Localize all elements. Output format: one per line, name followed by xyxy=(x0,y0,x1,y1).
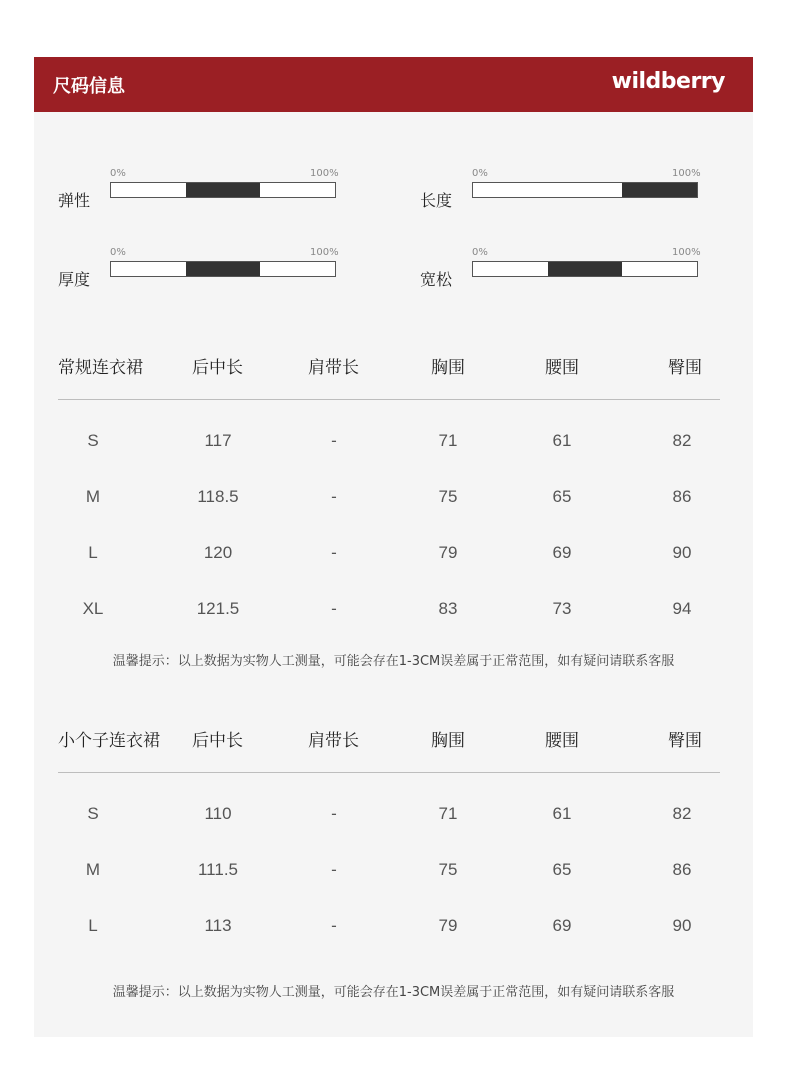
column-header: 常规连衣裙 xyxy=(58,358,143,378)
table-cell: 75 xyxy=(438,860,458,879)
table-cell: 120 xyxy=(203,543,233,562)
column-header: 胸围 xyxy=(431,731,465,751)
table-cell: 71 xyxy=(438,431,458,450)
column-header: 后中长 xyxy=(192,731,243,751)
gauge-fill xyxy=(186,183,261,197)
divider xyxy=(58,772,720,773)
gauge-fill xyxy=(186,262,261,276)
measurement-note: 温馨提示：以上数据为实物人工测量，可能会存在1-3CM误差属于正常范围，如有疑问请联系客服 xyxy=(112,985,675,1000)
table-cell: 111.5 xyxy=(197,860,239,879)
gauge-min-label: 0% xyxy=(110,168,126,179)
table-cell: 90 xyxy=(672,916,692,935)
table-cell: 71 xyxy=(438,804,458,823)
measurement-note: 温馨提示：以上数据为实物人工测量，可能会存在1-3CM误差属于正常范围，如有疑问请联系客服 xyxy=(112,654,675,669)
size-cell: L xyxy=(88,916,98,935)
table-cell: 82 xyxy=(672,804,692,823)
column-header: 小个子连衣裙 xyxy=(58,731,160,751)
column-header: 臀围 xyxy=(668,358,702,378)
table-cell: 86 xyxy=(672,487,692,506)
size-info-card xyxy=(34,57,753,1037)
table-cell: - xyxy=(331,599,337,618)
table-cell: 61 xyxy=(552,804,572,823)
gauge-max-label: 100% xyxy=(310,247,339,258)
divider xyxy=(58,399,720,400)
table-cell: - xyxy=(331,804,337,823)
gauge-elasticity xyxy=(34,168,354,228)
gauge-bar xyxy=(472,182,698,198)
table-cell: - xyxy=(331,860,337,879)
table-cell: 69 xyxy=(552,916,572,935)
table-cell: 121.5 xyxy=(196,599,240,618)
gauge-bar xyxy=(110,261,336,277)
table-cell: - xyxy=(331,916,337,935)
table-row xyxy=(34,487,753,511)
column-header: 腰围 xyxy=(545,358,579,378)
table-row xyxy=(34,916,753,940)
size-cell: S xyxy=(87,804,99,823)
table-cell: 69 xyxy=(552,543,572,562)
gauge-bar xyxy=(472,261,698,277)
table-row xyxy=(34,543,753,567)
gauge-min-label: 0% xyxy=(472,247,488,258)
column-header: 胸围 xyxy=(431,358,465,378)
table-cell: 79 xyxy=(438,916,458,935)
brand-logo: wildberry xyxy=(611,69,725,94)
table-cell: 79 xyxy=(438,543,458,562)
table-row xyxy=(34,804,753,828)
table-cell: 117 xyxy=(204,431,232,450)
table-cell: - xyxy=(331,431,337,450)
gauge-min-label: 0% xyxy=(472,168,488,179)
table-cell: 82 xyxy=(672,431,692,450)
gauge-max-label: 100% xyxy=(310,168,339,179)
table-row xyxy=(34,431,753,455)
table-cell: 118.5 xyxy=(197,487,239,506)
table-cell: 73 xyxy=(552,599,572,618)
column-header: 后中长 xyxy=(192,358,243,378)
table-cell: 65 xyxy=(552,860,572,879)
table-row xyxy=(34,860,753,884)
table-cell: 83 xyxy=(438,599,458,618)
page-title: 尺码信息 xyxy=(53,76,125,97)
gauge-label: 宽松 xyxy=(420,270,453,289)
size-cell: S xyxy=(87,431,99,450)
gauge-bar xyxy=(110,182,336,198)
gauge-thickness xyxy=(34,247,354,307)
table-cell: 94 xyxy=(672,599,692,618)
table-cell: 61 xyxy=(552,431,572,450)
gauge-fill xyxy=(548,262,623,276)
header-bar xyxy=(34,57,753,112)
column-header: 肩带长 xyxy=(308,731,359,751)
gauge-max-label: 100% xyxy=(672,247,701,258)
size-cell: M xyxy=(85,860,101,879)
table-cell: 75 xyxy=(438,487,458,506)
table-petite-header xyxy=(34,726,753,756)
table-cell: - xyxy=(331,543,337,562)
table-cell: 90 xyxy=(672,543,692,562)
size-cell: XL xyxy=(82,599,104,618)
gauge-label: 弹性 xyxy=(58,191,91,210)
table-regular-header xyxy=(34,353,753,383)
table-cell: 113 xyxy=(204,916,232,935)
gauge-min-label: 0% xyxy=(110,247,126,258)
table-cell: 110 xyxy=(204,804,232,823)
gauge-fill xyxy=(622,183,697,197)
gauge-max-label: 100% xyxy=(672,168,701,179)
column-header: 肩带长 xyxy=(308,358,359,378)
size-cell: M xyxy=(85,487,101,506)
size-cell: L xyxy=(88,543,98,562)
column-header: 腰围 xyxy=(545,731,579,751)
gauge-label: 长度 xyxy=(420,191,453,210)
column-header: 臀围 xyxy=(668,731,702,751)
table-row xyxy=(34,599,753,623)
table-cell: 65 xyxy=(552,487,572,506)
table-cell: 86 xyxy=(672,860,692,879)
gauge-length xyxy=(396,168,716,228)
table-cell: - xyxy=(331,487,337,506)
gauge-label: 厚度 xyxy=(58,270,91,289)
gauge-looseness xyxy=(396,247,716,307)
